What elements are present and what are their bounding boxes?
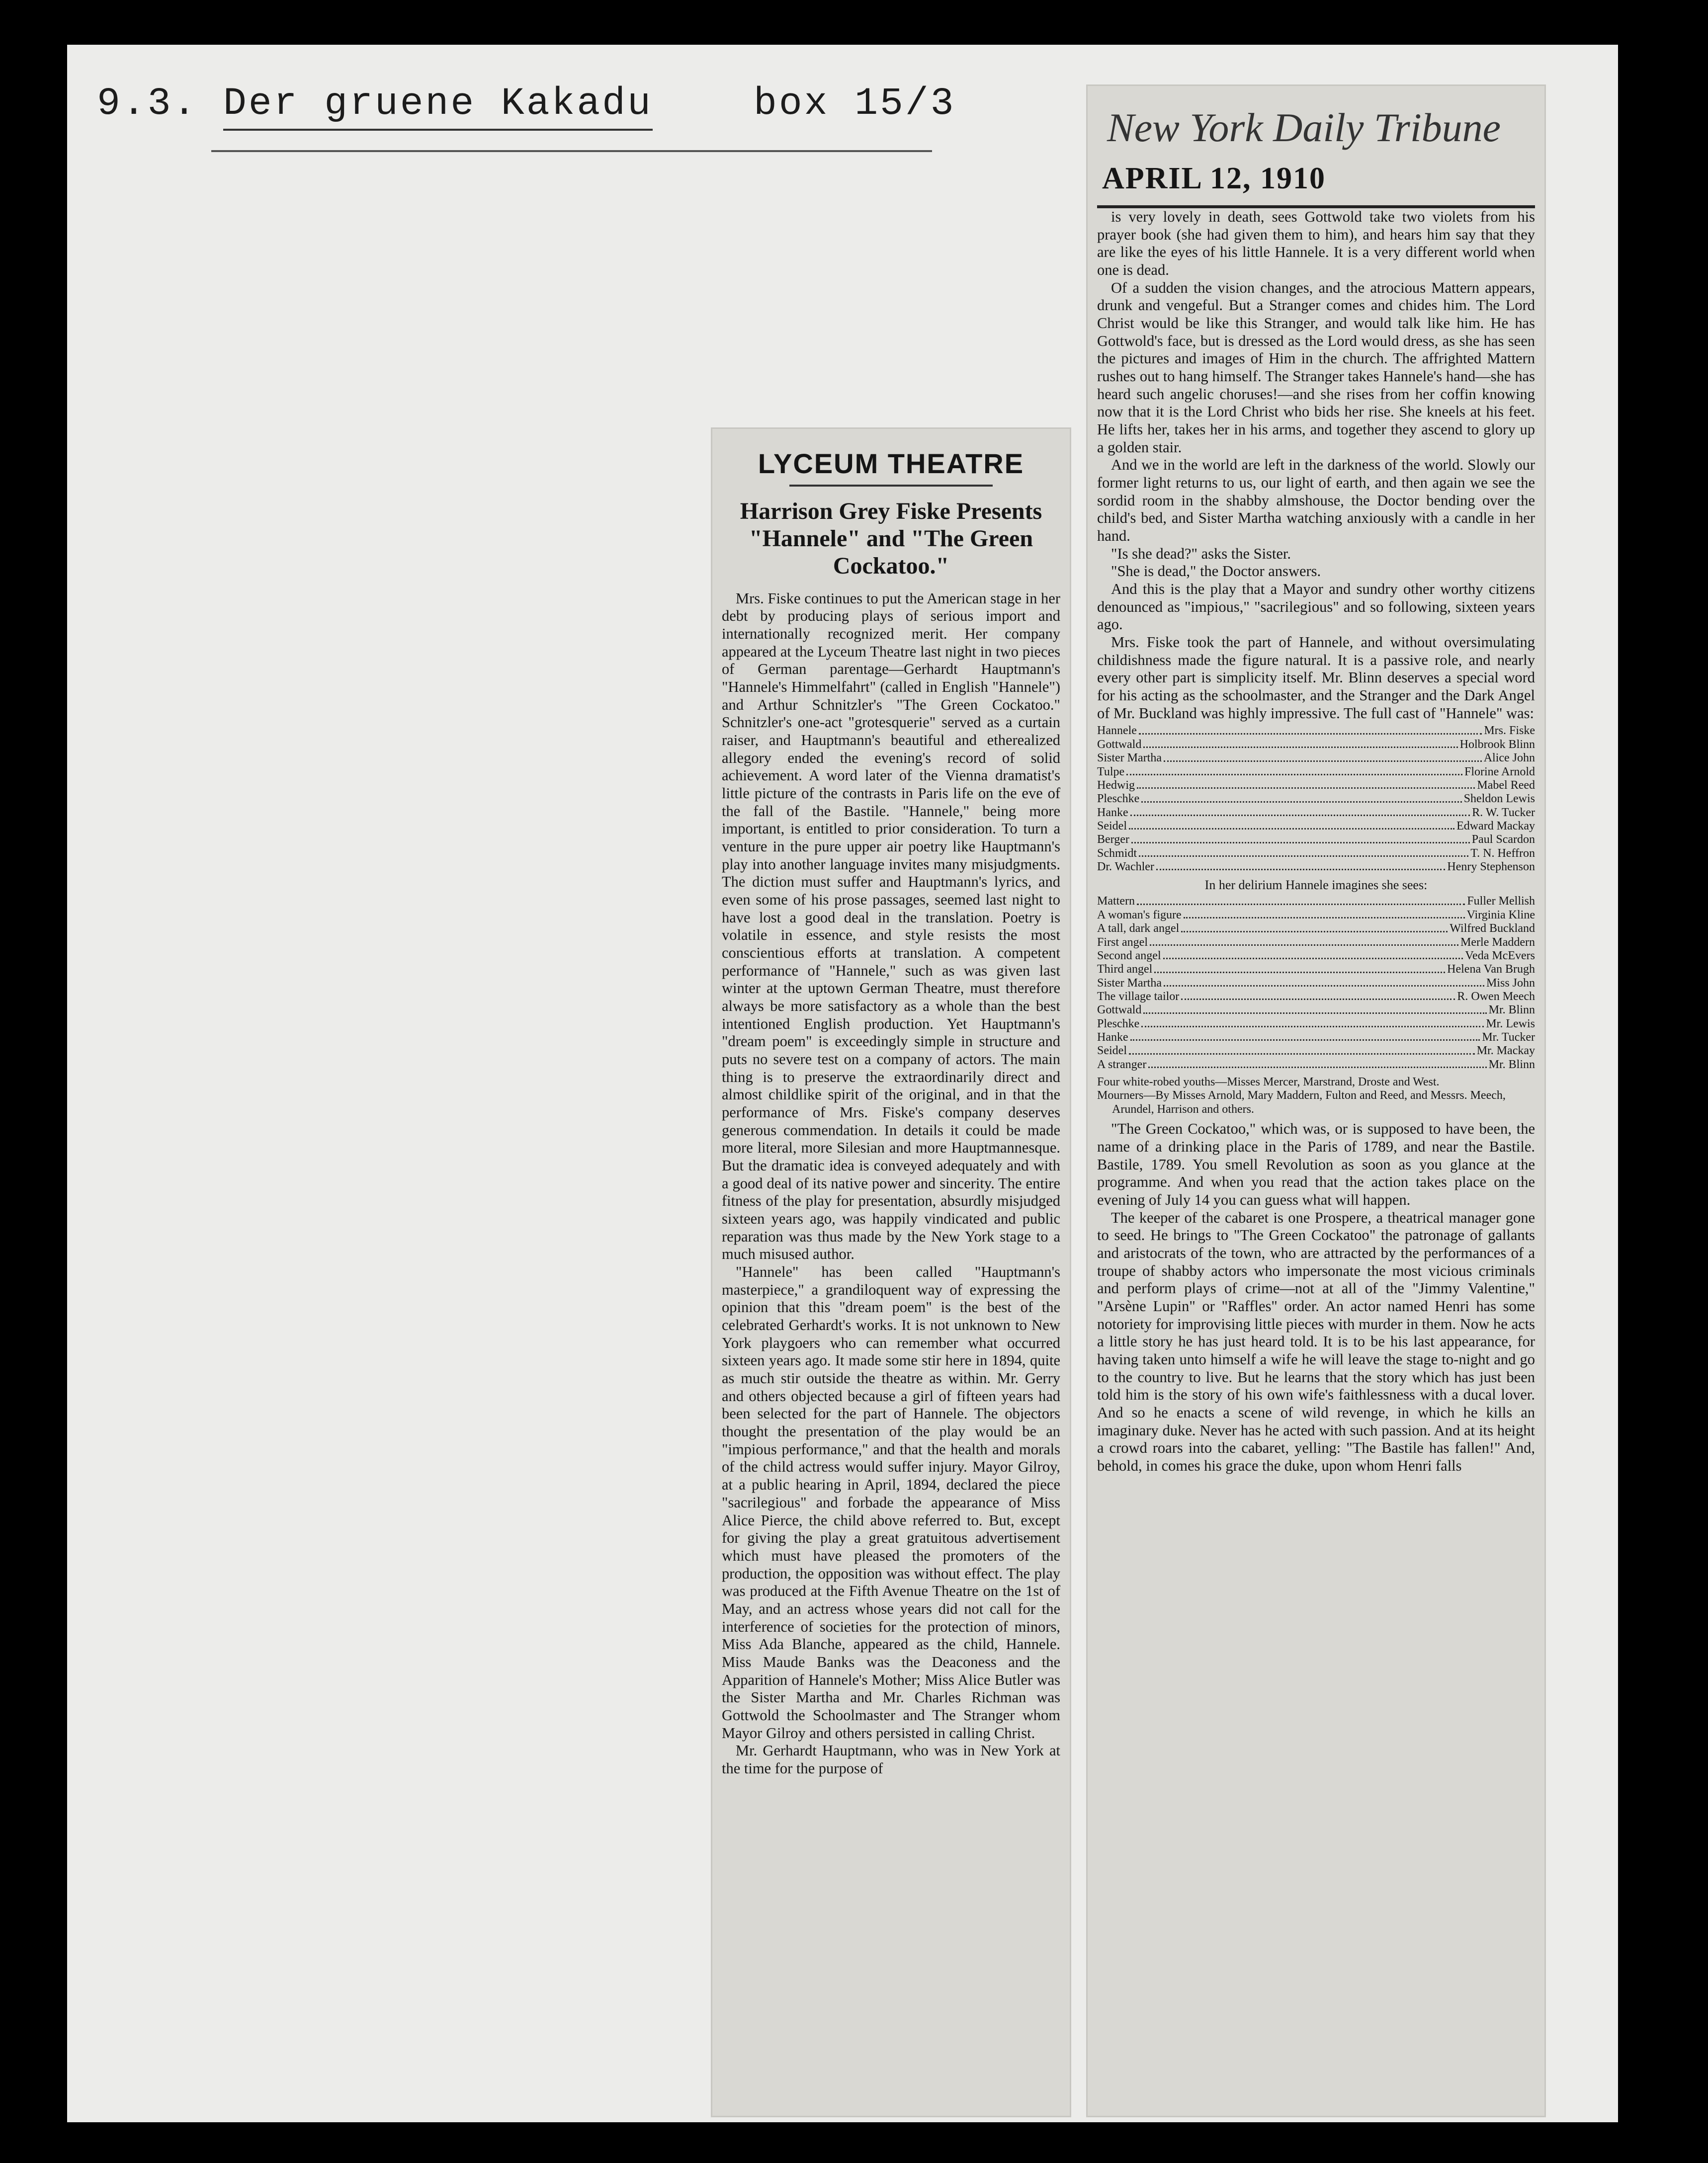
cast-role: A tall, dark angel: [1097, 922, 1180, 935]
cast-actor: Miss John: [1486, 976, 1535, 990]
cast-role: Sister Martha: [1097, 751, 1162, 765]
leader-dots: [1141, 792, 1461, 802]
work-title: Der gruene Kakadu: [223, 82, 653, 131]
cast-actor: Florine Arnold: [1464, 765, 1535, 778]
cast-role: Second angel: [1097, 949, 1161, 962]
cast-row: [1097, 738, 1535, 751]
cast-row: [1097, 922, 1535, 935]
cast-row: [1097, 895, 1535, 908]
archive-page: [67, 45, 1618, 2122]
leader-dots: [1156, 860, 1445, 870]
paragraph: "Is she dead?" asks the Sister.: [1111, 545, 1291, 562]
cast-row: [1097, 860, 1535, 874]
cast-actor: Merle Maddern: [1460, 935, 1535, 949]
paragraph: The keeper of the cabaret is one Prospere, a theatrical manager gone to seed. He brings to "The Green Cockatoo" the patronage of gallants and aristocrats of the town, who are attracted by the performances of a troupe of shabby actors who impersonate the most vicious criminals and perform plays of crime—not at all of the "Jimmy Valentine," "Arsène Lupin" or "Raffles" order. An actor named Henri has some notoriety for improvising little pieces with murder in them. Now he acts a little story he has just heard told. It is to be his last appearance, for having taken unto himself a wife he will leave the stage to-night and go to the country to live. But he learns that the story which has just been told him is the story of his own wife's faithlessness with a ducal lover. And so he enacts a scene of wild revenge, in which he kills an imaginary duke. Never has he acted with such passion. And at its height a crowd roars into the cabaret, yelling: "The Bastile has fallen!" And, behold, in comes his grace the duke, upon whom Henri falls: [1097, 1209, 1535, 1474]
paragraph: is very lovely in death, sees Gottwold take two violets from his prayer book (she had given them to him), and hears him say that they are like the eyes of his little Hannele. It is a very different world when one is dead.: [1097, 208, 1535, 279]
box-number: box 15/3: [754, 82, 956, 126]
leader-dots: [1137, 895, 1465, 905]
cast-actor: Alice John: [1483, 751, 1535, 765]
cast-actor: Mr. Blinn: [1488, 1058, 1535, 1071]
cast-actor: Sheldon Lewis: [1463, 792, 1535, 806]
right-body-continued: [1097, 1120, 1535, 1475]
cast-role: First angel: [1097, 935, 1148, 949]
cast-row: [1097, 779, 1535, 792]
leader-dots: [1184, 909, 1465, 918]
cast-list-main: [1097, 724, 1535, 874]
cast-role: Hanke: [1097, 1031, 1128, 1044]
clipping-left-column: [711, 427, 1071, 2117]
cast-role: Pleschke: [1097, 792, 1140, 806]
cast-actor: Mrs. Fiske: [1484, 724, 1535, 738]
cast-actor: Virginia Kline: [1466, 908, 1535, 921]
cast-row: [1097, 1017, 1535, 1031]
section-heading: LYCEUM THEATRE: [758, 448, 1025, 479]
cast-row: [1097, 990, 1535, 1003]
leader-dots: [1139, 724, 1482, 734]
cast-actor: Henry Stephenson: [1447, 860, 1535, 874]
leader-dots: [1181, 990, 1455, 1000]
headline: Harrison Grey Fiske Presents "Hannele" and "The Green Cockatoo.": [740, 498, 1042, 580]
leader-dots: [1130, 806, 1470, 816]
cast-role: Mattern: [1097, 895, 1135, 908]
leader-dots: [1143, 1003, 1486, 1013]
leader-dots: [1130, 1031, 1480, 1041]
cast-row: [1097, 751, 1535, 765]
paragraph: Mrs. Fiske took the part of Hannele, and without oversimulating childishness made the figure natural. It is a passive role, and nearly every other part is simplicity itself. Mr. Blinn deserves a special word for his acting as the schoolmaster, and the Stranger and the Dark Angel of Mr. Buckland was highly impressive. The full cast of "Hannele" was:: [1097, 634, 1535, 722]
cast-role: Schmidt: [1097, 846, 1137, 860]
cast-row: [1097, 1058, 1535, 1072]
dateline: APRIL 12, 1910: [1102, 162, 1326, 195]
cast-actor: R. W. Tucker: [1472, 806, 1535, 819]
paragraph: And we in the world are left in the darkness of the world. Slowly our former light returns to us, our light of earth, and then again we see the sordid room in the shabby almshouse, the Doctor bending over the child's bed, and Sister Martha watching anxiously with a candle in her hand.: [1097, 456, 1535, 545]
item-number: 9.3.: [97, 82, 198, 126]
paragraph: Mr. Gerhardt Hauptmann, who was in New York at the time for the purpose of: [722, 1742, 1060, 1777]
heading-rule: [789, 485, 993, 487]
cast-role: A woman's figure: [1097, 908, 1182, 921]
leader-dots: [1150, 936, 1458, 946]
cast-actor: Mr. Lewis: [1486, 1017, 1535, 1030]
cast-actor: Mr. Mackay: [1476, 1044, 1535, 1058]
leader-dots: [1181, 922, 1448, 932]
paragraph: "The Green Cockatoo," which was, or is supposed to have been, the name of a drinking place in the Paris of 1789, and near the Bastile. Bastile, 1789. You smell Revolution as soon as you glance at the programme. And when you read that the action takes place on the evening of July 14 you can guess what will happen.: [1097, 1120, 1535, 1208]
leader-dots: [1126, 765, 1462, 775]
cast-list-visions: [1097, 895, 1535, 1072]
leader-dots: [1131, 833, 1470, 843]
cast-row: [1097, 949, 1535, 963]
cast-actor: T. N. Heffron: [1470, 846, 1535, 860]
cast-actor: Mabel Reed: [1477, 778, 1535, 792]
cast-role: Hanke: [1097, 806, 1128, 819]
cast-row: [1097, 820, 1535, 833]
leader-dots: [1129, 1044, 1475, 1054]
cast-row: [1097, 1031, 1535, 1044]
cast-row: [1097, 792, 1535, 806]
cast-role: Gottwald: [1097, 1003, 1142, 1017]
cast-role: Third angel: [1097, 963, 1153, 976]
cast-role: Seidel: [1097, 1044, 1127, 1058]
cast-actor: Mr. Blinn: [1488, 1003, 1535, 1017]
handwritten-masthead: New York Daily Tribune: [1107, 105, 1501, 150]
cast-row: [1097, 936, 1535, 949]
cast-row: [1097, 765, 1535, 779]
cast-actor: R. Owen Meech: [1457, 990, 1535, 1003]
cast-row: [1097, 1003, 1535, 1017]
cast-row: [1097, 909, 1535, 922]
paragraph: "She is dead," the Doctor answers.: [1111, 563, 1321, 580]
leader-dots: [1163, 949, 1463, 959]
cast-actor: Paul Scardon: [1471, 833, 1535, 846]
leader-dots: [1154, 963, 1445, 973]
cast-row: [1097, 963, 1535, 976]
cast-row: [1097, 977, 1535, 990]
cast-role: Dr. Wachler: [1097, 860, 1154, 874]
leader-dots: [1148, 1058, 1486, 1068]
cast-actor: Holbrook Blinn: [1459, 738, 1535, 751]
cast-role: Hannele: [1097, 724, 1137, 738]
leader-dots: [1164, 977, 1484, 987]
cast-row: [1097, 833, 1535, 846]
cast-role: Pleschke: [1097, 1017, 1140, 1030]
clipping-right-column: [1086, 84, 1546, 2117]
leader-dots: [1129, 820, 1454, 830]
cast-row: [1097, 724, 1535, 738]
cast-role: The village tailor: [1097, 990, 1180, 1003]
cast-row: [1097, 1044, 1535, 1058]
cast-actor: Veda McEvers: [1465, 949, 1535, 962]
cast-role: Seidel: [1097, 820, 1127, 832]
paragraph: "Hannele" has been called "Hauptmann's masterpiece," a grandiloquent way of expressing the opinion that this "dream poem" is the best of the celebrated Gerhardt's works. It is not unknown to New York playgoers who can remember what occurred sixteen years ago. It made some stir here in 1894, quite as much stir outside the theatre as within. Mr. Gerry and others objected because a girl of fifteen years had been selected for the part of Hannele. The objectors thought the presentation of the play would be an "impious performance," and that the health and morals of the child actress would suffer injury. Mayor Gilroy, at a public hearing in April, 1894, declared the piece "sacrilegious" and forbade the appearance of Miss Alice Pierce, the child above referred to. But, except for giving the play a great gratuitous advertisement which must have pleased the promoters of the production, the opposition was without effect. The play was produced at the Fifth Avenue Theatre on the 1st of May, and an actress whose years did not call for the interference of societies for the protection of minors, Miss Ada Blanche, appeared as the child, Hannele. Miss Maude Banks was the Deaconess and the Apparition of Hannele's Mother; Miss Alice Butler was the Sister Martha and Mr. Charles Richman was Gottwold the Schoolmaster and The Stranger whom Mayor Gilroy and others persisted in calling Christ.: [722, 1263, 1060, 1742]
cast-role: Berger: [1097, 833, 1129, 846]
cast-role: Tulpe: [1097, 765, 1125, 778]
cast-actor: Fuller Mellish: [1467, 895, 1535, 908]
paragraph: And this is the play that a Mayor and sundry other worthy citizens denounced as "impious," "sacrilegious" and so following, sixteen years ago.: [1097, 581, 1535, 633]
cast-actor: Wilfred Buckland: [1450, 922, 1535, 935]
cast-note: In her delirium Hannele imagines she sees:: [1204, 878, 1428, 893]
cast-role: A stranger: [1097, 1058, 1147, 1071]
typed-underline: [211, 150, 932, 152]
leader-dots: [1139, 847, 1468, 857]
paragraph: Of a sudden the vision changes, and the atrocious Mattern appears, drunk and vengeful. But a Stranger comes and chides him. The Lord Christ would be like this Stranger, and would talk like him. He has Gottwold's face, but is dressed as the Lord would dress, as she has seen the pictures and images of Him in the church. The affrighted Mattern rushes out to hang himself. The Stranger takes Hannele's hand—she has heard such angelic choruses!—and she rises from her coffin knowing now that it is the Lord Christ who bids her rise. She kneels at his feet. He lifts her, takes her in his arms, and together they ascend to glory up a golden stair.: [1097, 279, 1535, 456]
typed-archive-label: [97, 82, 955, 126]
paragraph: Mrs. Fiske continues to put the American stage in her debt by producing plays of serious import and internationally recognized merit. Her company appeared at the Lyceum Theatre last night in two pieces of German parentage—Gerhardt Hauptmann's "Hannele's Himmelfahrt" (called in English "Hannele") and Arthur Schnitzler's "The Green Cockatoo." Schnitzler's one-act "grotesquerie" served as a curtain raiser, and Hauptmann's beautiful and etherealized allegory ended the evening's record of solid achievement. A word later of the Vienna dramatist's little picture of the contrasts in Paris life on the eve of the fall of the Bastile. "Hannele," being more important, is entitled to prior consideration. To turn a venture in the pure upper air poetry like Hauptmann's play into another language invites many misjudgments. The diction must suffer and Hauptmann's lyrics, and even some of his prose passages, seemed last night to have lost a good deal in the translation. Poetry is volatile in essence, and style resists the most conscientious efforts at translation. A competent performance of "Hannele," such as was given last winter at the uptown German Theatre, must therefore always be more satisfactory as a whole than the best intentioned English production. Yet Hauptmann's "dream poem" is exceedingly simple in structure and puts no severe test on a company of actors. The main thing is to preserve the extraordinarily direct and almost childlike spirit of the original, and in that the performance of Mrs. Fiske's company deserves generous commendation. In details it could be made more literal, more Silesian and more Hauptmannesque. But the dramatic idea is conveyed adequately and with a good deal of its native power and sincerity. The entire fitness of the play for presentation, absurdly misjudged sixteen years ago, was happily vindicated and public reparation was thus made by the New York stage to a much misused author.: [722, 589, 1060, 1263]
cast-row: [1097, 806, 1535, 820]
cast-row: [1097, 847, 1535, 860]
cast-extra: Mourners—By Misses Arnold, Mary Maddern, Fulton and Reed, and Messrs. Meech, Arundel, Harrison and others.: [1097, 1089, 1506, 1116]
leader-dots: [1143, 738, 1457, 748]
cast-role: Hedwig: [1097, 778, 1135, 792]
cast-actor: Edward Mackay: [1456, 820, 1535, 832]
left-body: [722, 590, 1060, 1778]
cast-actor: Helena Van Brugh: [1447, 963, 1535, 976]
leader-dots: [1141, 1017, 1484, 1027]
cast-extra: Four white-robed youths—Misses Mercer, Marstrand, Droste and West.: [1097, 1076, 1440, 1089]
right-body: [1097, 208, 1535, 722]
leader-dots: [1137, 779, 1475, 789]
leader-dots: [1164, 751, 1482, 761]
cast-actor: Mr. Tucker: [1482, 1031, 1535, 1044]
cast-role: Gottwald: [1097, 738, 1142, 751]
cast-role: Sister Martha: [1097, 976, 1162, 990]
